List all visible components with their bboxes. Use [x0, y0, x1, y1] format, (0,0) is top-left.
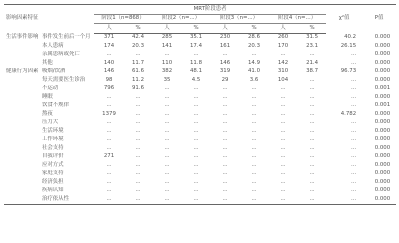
p-cell: 0.000	[362, 195, 396, 204]
count-cell: 161	[219, 42, 231, 49]
count-cell: 146	[103, 68, 115, 75]
percent-cell: ...	[135, 170, 141, 177]
percent-cell: 11.8	[190, 59, 203, 66]
category-cell	[4, 170, 40, 179]
percent-cell: ...	[135, 110, 141, 117]
percent-cell: 35.1	[190, 34, 203, 41]
chi-cell: ...	[350, 119, 357, 126]
count-cell: ...	[210, 195, 240, 204]
percent-cell: 20.3	[248, 42, 261, 49]
percent-cell: ...	[251, 178, 257, 185]
count-cell: ...	[164, 85, 170, 92]
table-row	[4, 59, 396, 68]
item-cell: 自我评价	[42, 153, 64, 160]
sub-header: %	[182, 24, 210, 34]
category-cell	[4, 110, 40, 119]
category-cell	[4, 51, 40, 60]
count-cell: ...	[280, 127, 286, 134]
chi-cell: 40.2	[344, 33, 357, 40]
item-cell: 家庭支持	[42, 170, 64, 177]
percent-cell: ...	[251, 187, 257, 194]
group-header: 阶段2（n=...）	[152, 14, 210, 24]
item-cell: 其他	[42, 59, 53, 66]
table-row	[4, 136, 396, 145]
count-cell: ...	[106, 93, 112, 100]
percent-cell: 28.6	[248, 34, 261, 41]
category-cell	[4, 144, 40, 153]
category-cell	[4, 76, 40, 85]
table-row	[4, 110, 396, 119]
percent-cell: 11.2	[132, 76, 145, 83]
group-header: 阶段1（n=868）	[94, 14, 152, 24]
count-cell: 146	[219, 59, 231, 66]
percent-cell: ...	[135, 127, 141, 134]
percent-cell: 31.5	[306, 34, 319, 41]
percent-cell: ...	[309, 76, 315, 83]
count-cell: 1379	[102, 110, 116, 117]
sub-header: %	[124, 24, 152, 34]
percent-cell: 42.4	[132, 34, 145, 41]
percent-cell: ...	[309, 144, 315, 151]
item-cell: 饮食不规律	[42, 102, 69, 109]
table-row	[4, 127, 396, 136]
percent-cell: 4.5	[191, 76, 201, 83]
row-head: 影响因素特征	[4, 5, 94, 34]
percent-cell: ...	[135, 119, 141, 126]
table-row	[4, 93, 396, 102]
p-cell: 0.000	[374, 187, 391, 194]
p-cell: 0.000	[374, 161, 391, 168]
p-cell: 0.001	[374, 102, 391, 109]
count-cell: ...	[164, 144, 170, 151]
count-cell: ...	[222, 144, 228, 151]
count-cell: ...	[106, 136, 112, 143]
item-cell: 每天需要医生诊治	[42, 76, 86, 83]
chi-cell: ...	[350, 76, 357, 83]
percent-cell: ...	[135, 153, 141, 160]
item-cell: 熬夜	[42, 110, 53, 117]
percent-cell: ...	[135, 187, 141, 194]
percent-cell: ...	[135, 144, 141, 151]
group-header: 阶段3（n=...）	[210, 14, 268, 24]
sub-header: 人	[152, 24, 182, 34]
category-cell	[4, 136, 40, 145]
count-cell: 29	[221, 76, 229, 83]
percent-cell: 48.1	[190, 68, 203, 75]
count-cell: ...	[164, 153, 170, 160]
percent-cell: ...	[193, 85, 199, 92]
count-cell: 371	[103, 34, 115, 41]
category-cell	[4, 85, 40, 94]
sub-header: 人	[210, 24, 240, 34]
percent-cell: ...	[251, 119, 257, 126]
count-cell: 170	[277, 42, 289, 49]
percent-cell: ...	[124, 195, 152, 204]
percent-cell: ...	[193, 144, 199, 151]
percent-cell: 21.4	[306, 59, 319, 66]
table-row	[4, 178, 396, 187]
category-cell	[4, 153, 40, 162]
percent-cell: ...	[193, 93, 199, 100]
p-cell: 0.000	[374, 68, 391, 75]
item-cell: 社会支持	[42, 144, 64, 151]
category-cell	[4, 93, 40, 102]
count-cell: ...	[280, 153, 286, 160]
count-cell: ...	[222, 85, 228, 92]
count-cell: ...	[164, 187, 170, 194]
chi-cell: ...	[350, 85, 357, 92]
p-cell: 0.000	[374, 59, 391, 66]
table-row	[4, 153, 396, 162]
count-cell: ...	[222, 178, 228, 185]
table-row	[4, 76, 396, 85]
count-cell: ...	[222, 127, 228, 134]
percent-cell: ...	[309, 178, 315, 185]
count-cell: ...	[106, 127, 112, 134]
percent-cell: ...	[135, 178, 141, 185]
count-cell: ...	[280, 170, 286, 177]
count-cell: ...	[164, 51, 170, 58]
count-cell: ...	[222, 136, 228, 143]
table-row	[4, 68, 396, 77]
count-cell: ...	[106, 187, 112, 194]
item-cell: 睡眠	[42, 93, 53, 100]
p-cell: 0.000	[374, 144, 391, 151]
chi-header: χ²值	[326, 5, 362, 34]
chi-cell: ...	[350, 93, 357, 100]
category-cell	[4, 161, 40, 170]
chi-cell: ...	[350, 51, 357, 58]
percent-cell: ...	[193, 153, 199, 160]
count-cell: ...	[222, 93, 228, 100]
percent-cell: ...	[193, 110, 199, 117]
count-cell: 271	[103, 153, 115, 160]
count-cell: ...	[164, 93, 170, 100]
item-cell: 治疗依从性	[40, 195, 94, 204]
p-cell: 0.001	[374, 85, 391, 92]
percent-cell: ...	[135, 51, 141, 58]
p-cell: 0.000	[374, 110, 391, 117]
count-cell: 285	[161, 34, 173, 41]
percent-cell: 23.1	[306, 42, 319, 49]
count-cell: ...	[106, 178, 112, 185]
count-cell: ...	[222, 110, 228, 117]
count-cell: ...	[222, 187, 228, 194]
chi-cell: ...	[350, 161, 357, 168]
count-cell: ...	[222, 51, 228, 58]
count-cell: ...	[280, 85, 286, 92]
percent-cell: ...	[309, 110, 315, 117]
data-table	[4, 4, 396, 205]
chi-cell: ...	[350, 187, 357, 194]
percent-cell: ...	[193, 170, 199, 177]
count-cell: 796	[103, 85, 115, 92]
item-cell: 应对方式	[42, 161, 64, 168]
count-cell: 310	[277, 68, 289, 75]
category-cell	[4, 195, 40, 204]
count-cell: ...	[280, 119, 286, 126]
count-cell: ...	[106, 144, 112, 151]
count-cell: ...	[106, 119, 112, 126]
percent-cell: 20.3	[132, 42, 145, 49]
count-cell: ...	[280, 110, 286, 117]
count-cell: ...	[280, 136, 286, 143]
chi-cell: ...	[350, 153, 357, 160]
item-cell: 经济负担	[42, 178, 64, 185]
percent-cell: ...	[193, 51, 199, 58]
percent-cell: ...	[193, 187, 199, 194]
percent-cell: ...	[193, 102, 199, 109]
count-cell: ...	[280, 102, 286, 109]
percent-cell: 11.7	[132, 59, 145, 66]
category-cell	[4, 119, 40, 128]
table-row	[4, 161, 396, 170]
count-cell: ...	[164, 127, 170, 134]
category-cell	[4, 42, 40, 51]
count-cell: 382	[161, 68, 173, 75]
count-cell: ...	[164, 110, 170, 117]
percent-cell: ...	[251, 136, 257, 143]
percent-cell: ...	[251, 127, 257, 134]
table-row	[4, 85, 396, 94]
percent-cell: ...	[309, 119, 315, 126]
table-row	[4, 170, 396, 179]
percent-cell: 41.0	[248, 68, 261, 75]
percent-cell: ...	[298, 195, 326, 204]
percent-cell: ...	[251, 51, 257, 58]
p-cell: 0.000	[374, 127, 391, 134]
category-cell: 健康行为因素	[6, 68, 39, 75]
count-cell: ...	[280, 144, 286, 151]
category-cell: 生活事件影响	[6, 33, 39, 40]
count-cell: ...	[280, 161, 286, 168]
count-cell: ...	[164, 119, 170, 126]
percent-cell: ...	[251, 102, 257, 109]
item-cell: 压力大	[42, 119, 59, 126]
percent-cell: ...	[309, 187, 315, 194]
chi-cell: ...	[350, 59, 357, 66]
percent-cell: ...	[135, 102, 141, 109]
p-cell: 0.000	[374, 119, 391, 126]
item-cell: 不运动	[42, 85, 59, 92]
chi-cell: ...	[350, 102, 357, 109]
count-cell: ...	[106, 51, 112, 58]
count-cell: ...	[164, 102, 170, 109]
chi-cell: ...	[350, 127, 357, 134]
p-cell: 0.000	[374, 136, 391, 143]
item-cell: 本人患病	[42, 42, 64, 49]
count-cell: ...	[280, 51, 286, 58]
count-cell: 174	[103, 42, 115, 49]
table-row	[4, 144, 396, 153]
chi-cell: 96.73	[340, 68, 357, 75]
group-title: MRT阶段患者	[94, 5, 326, 15]
percent-cell: 14.9	[248, 59, 261, 66]
count-cell: ...	[106, 102, 112, 109]
chi-cell: ...	[350, 178, 357, 185]
count-cell: 230	[219, 34, 231, 41]
item-cell: 工作环境	[42, 136, 64, 143]
percent-cell: ...	[309, 85, 315, 92]
p-header: P值	[362, 5, 396, 34]
sub-header: 人	[268, 24, 298, 34]
percent-cell: ...	[135, 93, 141, 100]
percent-cell: 91.6	[132, 85, 145, 92]
percent-cell: 17.4	[190, 42, 203, 49]
table-row	[4, 119, 396, 128]
p-cell: 0.000	[374, 153, 391, 160]
percent-cell: ...	[182, 195, 210, 204]
item-cell: 吸烟/饮酒	[42, 68, 66, 75]
table-row	[4, 51, 396, 60]
percent-cell: ...	[193, 119, 199, 126]
category-cell	[4, 127, 40, 136]
chi-cell: ...	[326, 195, 362, 204]
count-cell: ...	[268, 195, 298, 204]
percent-cell: ...	[251, 170, 257, 177]
count-cell: ...	[164, 178, 170, 185]
chi-cell: ...	[350, 170, 357, 177]
count-cell: ...	[106, 170, 112, 177]
p-cell: 0.000	[374, 93, 391, 100]
chi-cell: ...	[350, 136, 357, 143]
percent-cell: ...	[251, 153, 257, 160]
count-cell: ...	[222, 170, 228, 177]
chi-cell: 4.782	[340, 110, 357, 117]
percent-cell: ...	[309, 102, 315, 109]
table-body	[4, 33, 396, 204]
item-cell: 生活环境	[42, 127, 64, 134]
count-cell: ...	[222, 161, 228, 168]
percent-cell: 3.6	[249, 76, 259, 83]
percent-cell: ...	[251, 93, 257, 100]
category-cell	[4, 187, 40, 196]
table-row	[4, 33, 396, 42]
p-cell: 0.000	[374, 170, 391, 177]
table-row	[4, 187, 396, 196]
item-cell: 疾病认知	[42, 187, 64, 194]
percent-cell: ...	[309, 127, 315, 134]
p-cell: 0.000	[374, 42, 391, 49]
count-cell: ...	[94, 195, 124, 204]
percent-cell: ...	[309, 161, 315, 168]
count-cell: 142	[277, 59, 289, 66]
percent-cell: ...	[251, 144, 257, 151]
count-cell: 319	[219, 68, 231, 75]
item-cell: 事件发生前后一个月	[42, 33, 91, 40]
chi-cell: ...	[350, 144, 357, 151]
count-cell: 35	[163, 76, 171, 83]
category-cell	[4, 102, 40, 111]
count-cell: ...	[222, 153, 228, 160]
table-row	[4, 42, 396, 51]
percent-cell: ...	[309, 170, 315, 177]
percent-cell: ...	[309, 153, 315, 160]
table-row	[4, 102, 396, 111]
count-cell: 140	[103, 59, 115, 66]
percent-cell: ...	[309, 51, 315, 58]
header-row-1	[4, 5, 396, 15]
count-cell: ...	[222, 102, 228, 109]
count-cell: ...	[222, 119, 228, 126]
p-cell: 0.000	[374, 33, 391, 40]
count-cell: ...	[280, 93, 286, 100]
chi-cell: 26.15	[340, 42, 357, 49]
percent-cell: ...	[251, 85, 257, 92]
count-cell: 98	[105, 76, 113, 83]
percent-cell: ...	[135, 136, 141, 143]
item-cell: 亲属患病或死亡	[42, 51, 80, 58]
sub-header: %	[298, 24, 326, 34]
percent-cell: 61.6	[132, 68, 145, 75]
sub-header: 人	[94, 24, 124, 34]
percent-cell: ...	[193, 127, 199, 134]
count-cell: 110	[161, 59, 173, 66]
percent-cell: ...	[251, 110, 257, 117]
count-cell: ...	[164, 161, 170, 168]
table-row	[4, 195, 396, 204]
count-cell: ...	[164, 170, 170, 177]
count-cell: ...	[106, 161, 112, 168]
percent-cell: 38.7	[306, 68, 319, 75]
percent-cell: ...	[309, 93, 315, 100]
p-cell: 0.000	[374, 178, 391, 185]
group-header: 阶段4（n=...）	[268, 14, 326, 24]
count-cell: ...	[280, 187, 286, 194]
count-cell: 260	[277, 34, 289, 41]
sub-header: %	[240, 24, 268, 34]
count-cell: 141	[161, 42, 173, 49]
p-cell: 0.000	[374, 51, 391, 58]
percent-cell: ...	[193, 178, 199, 185]
percent-cell: ...	[309, 136, 315, 143]
percent-cell: ...	[193, 161, 199, 168]
count-cell: ...	[152, 195, 182, 204]
percent-cell: ...	[193, 136, 199, 143]
p-cell: 0.000	[374, 76, 391, 83]
percent-cell: ...	[135, 161, 141, 168]
percent-cell: ...	[240, 195, 268, 204]
count-cell: ...	[164, 136, 170, 143]
category-cell	[4, 59, 40, 68]
count-cell: ...	[280, 178, 286, 185]
count-cell: 104	[277, 76, 289, 83]
percent-cell: ...	[251, 161, 257, 168]
category-cell	[4, 178, 40, 187]
